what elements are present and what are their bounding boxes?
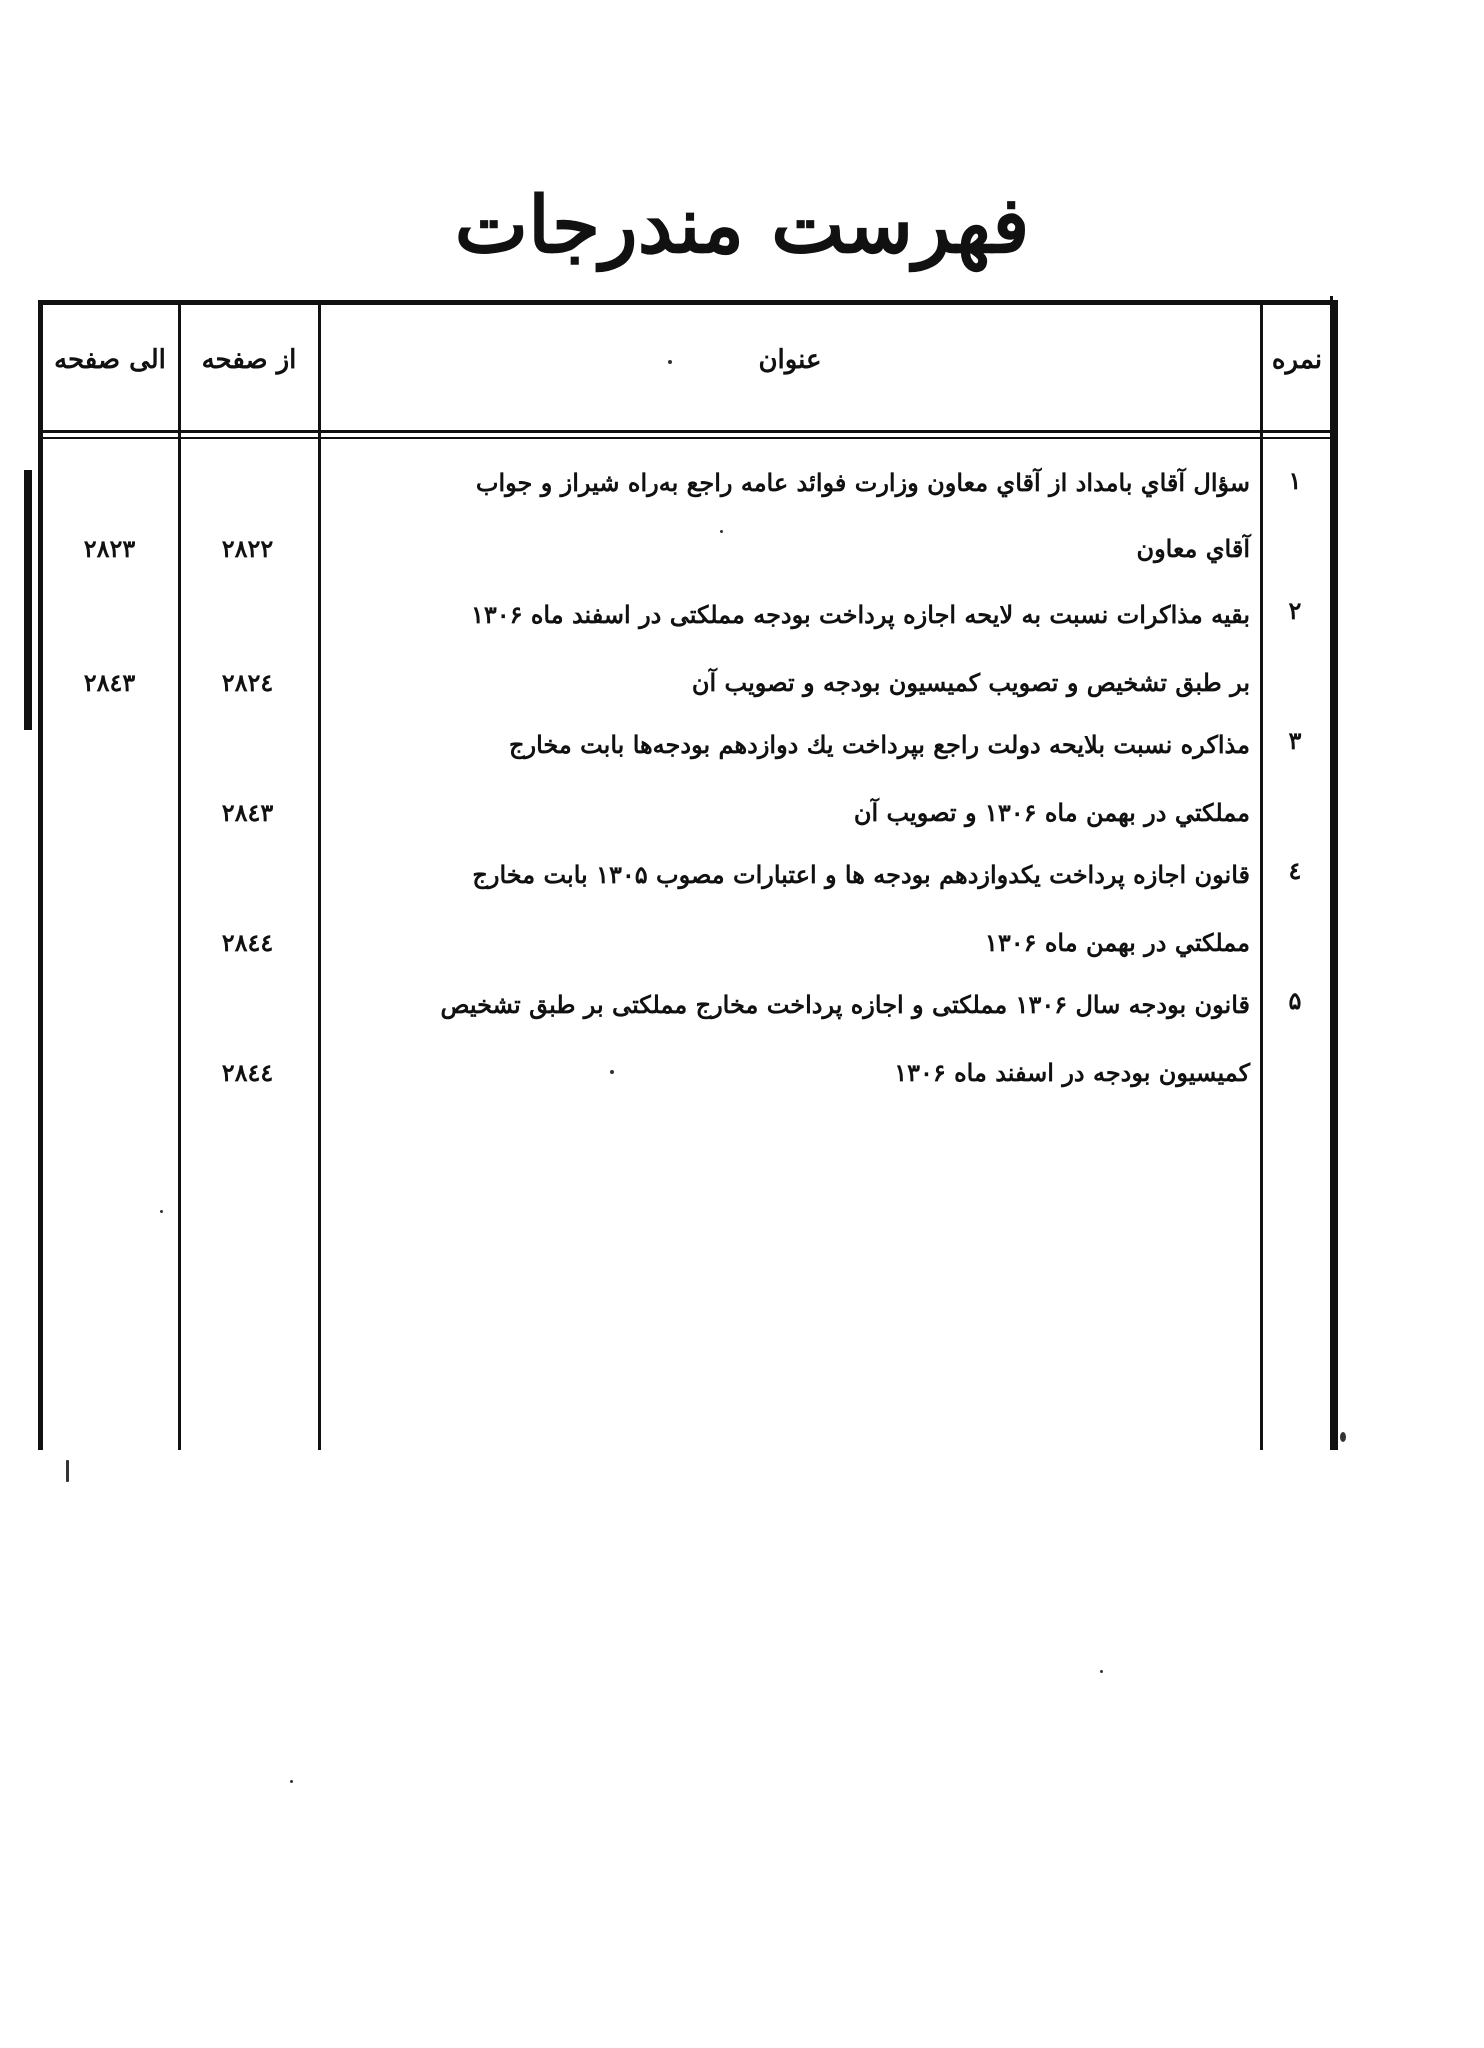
row-title-line-2: آقاي معاون bbox=[1136, 534, 1250, 563]
to-page-value: ۲۸۲۳ bbox=[83, 534, 136, 563]
scan-speck bbox=[160, 1210, 163, 1213]
row-title-line-1: بقیه مذاکرات نسبت به لایحه اجازه پرداخت بودجه مملکتی در اسفند ماه ۱۳۰۶ bbox=[470, 600, 1250, 629]
scan-speck bbox=[668, 360, 672, 364]
column-divider-from bbox=[178, 300, 181, 1450]
row-title-line-1: قانون اجازه پرداخت یکدوازدهم بودجه ها و اعتبارات مصوب ۱۳۰۵ بابت مخارج bbox=[472, 860, 1250, 889]
scan-speck bbox=[1340, 1432, 1346, 1442]
from-page-value: ۲۸٤٤ bbox=[221, 928, 274, 957]
scan-speck bbox=[610, 1070, 614, 1074]
scan-speck bbox=[720, 530, 723, 533]
column-divider-number bbox=[1260, 300, 1263, 1450]
header-number: نمره bbox=[1271, 345, 1323, 375]
row-number: ۵ bbox=[1288, 986, 1302, 1015]
header-from-page: از صفحه bbox=[201, 345, 297, 375]
scan-speck bbox=[290, 1780, 293, 1783]
from-page-value: ۲۸٤۳ bbox=[221, 798, 274, 827]
column-divider-subject bbox=[318, 300, 321, 1450]
row-title-line-2: مملکتي در بهمن ماه ۱۳۰۶ و تصویب آن bbox=[853, 798, 1250, 827]
table-frame-right-double-line bbox=[1330, 296, 1333, 1450]
from-page-value: ۲۸۲۲ bbox=[221, 534, 274, 563]
header-to-page: الی صفحه bbox=[54, 345, 166, 375]
page-title: فهرست مندرجات bbox=[454, 180, 1030, 271]
header-divider bbox=[38, 430, 1338, 433]
header-divider-second bbox=[38, 437, 1338, 439]
row-number: ۳ bbox=[1288, 726, 1302, 755]
row-title-line-2: مملکتي در بهمن ماه ۱۳۰۶ bbox=[984, 928, 1250, 957]
scan-edge-mark bbox=[24, 470, 32, 730]
row-title-line-1: مذاکره نسبت بلایحه دولت راجع بپرداخت یك دوازدهم بودجه‌ها بابت مخارج bbox=[509, 730, 1250, 759]
row-title-line-2: کمیسیون بودجه در اسفند ماه ۱۳۰۶ bbox=[894, 1058, 1250, 1087]
to-page-value: ۲۸٤۳ bbox=[83, 668, 136, 697]
row-number: ٤ bbox=[1288, 856, 1302, 885]
row-number: ۱ bbox=[1288, 466, 1302, 495]
from-page-value: ۲۸٤٤ bbox=[221, 1058, 274, 1087]
from-page-value: ۲۸۲٤ bbox=[221, 668, 274, 697]
row-title-line-2: بر طبق تشخیص و تصویب کمیسیون بودجه و تصویب آن bbox=[691, 668, 1250, 697]
row-number: ۲ bbox=[1288, 596, 1302, 625]
scan-speck bbox=[1100, 1670, 1103, 1673]
header-subject: عنوان bbox=[758, 345, 822, 375]
row-title-line-1: سؤال آقاي بامداد از آقاي معاون وزارت فوائد عامه راجع به‌راه شیراز و جواب bbox=[475, 468, 1250, 497]
row-title-line-1: قانون بودجه سال ۱۳۰۶ مملکتی و اجازه پرداخت مخارج مملکتی بر طبق تشخیص bbox=[440, 990, 1250, 1019]
scan-speck bbox=[66, 1460, 69, 1482]
